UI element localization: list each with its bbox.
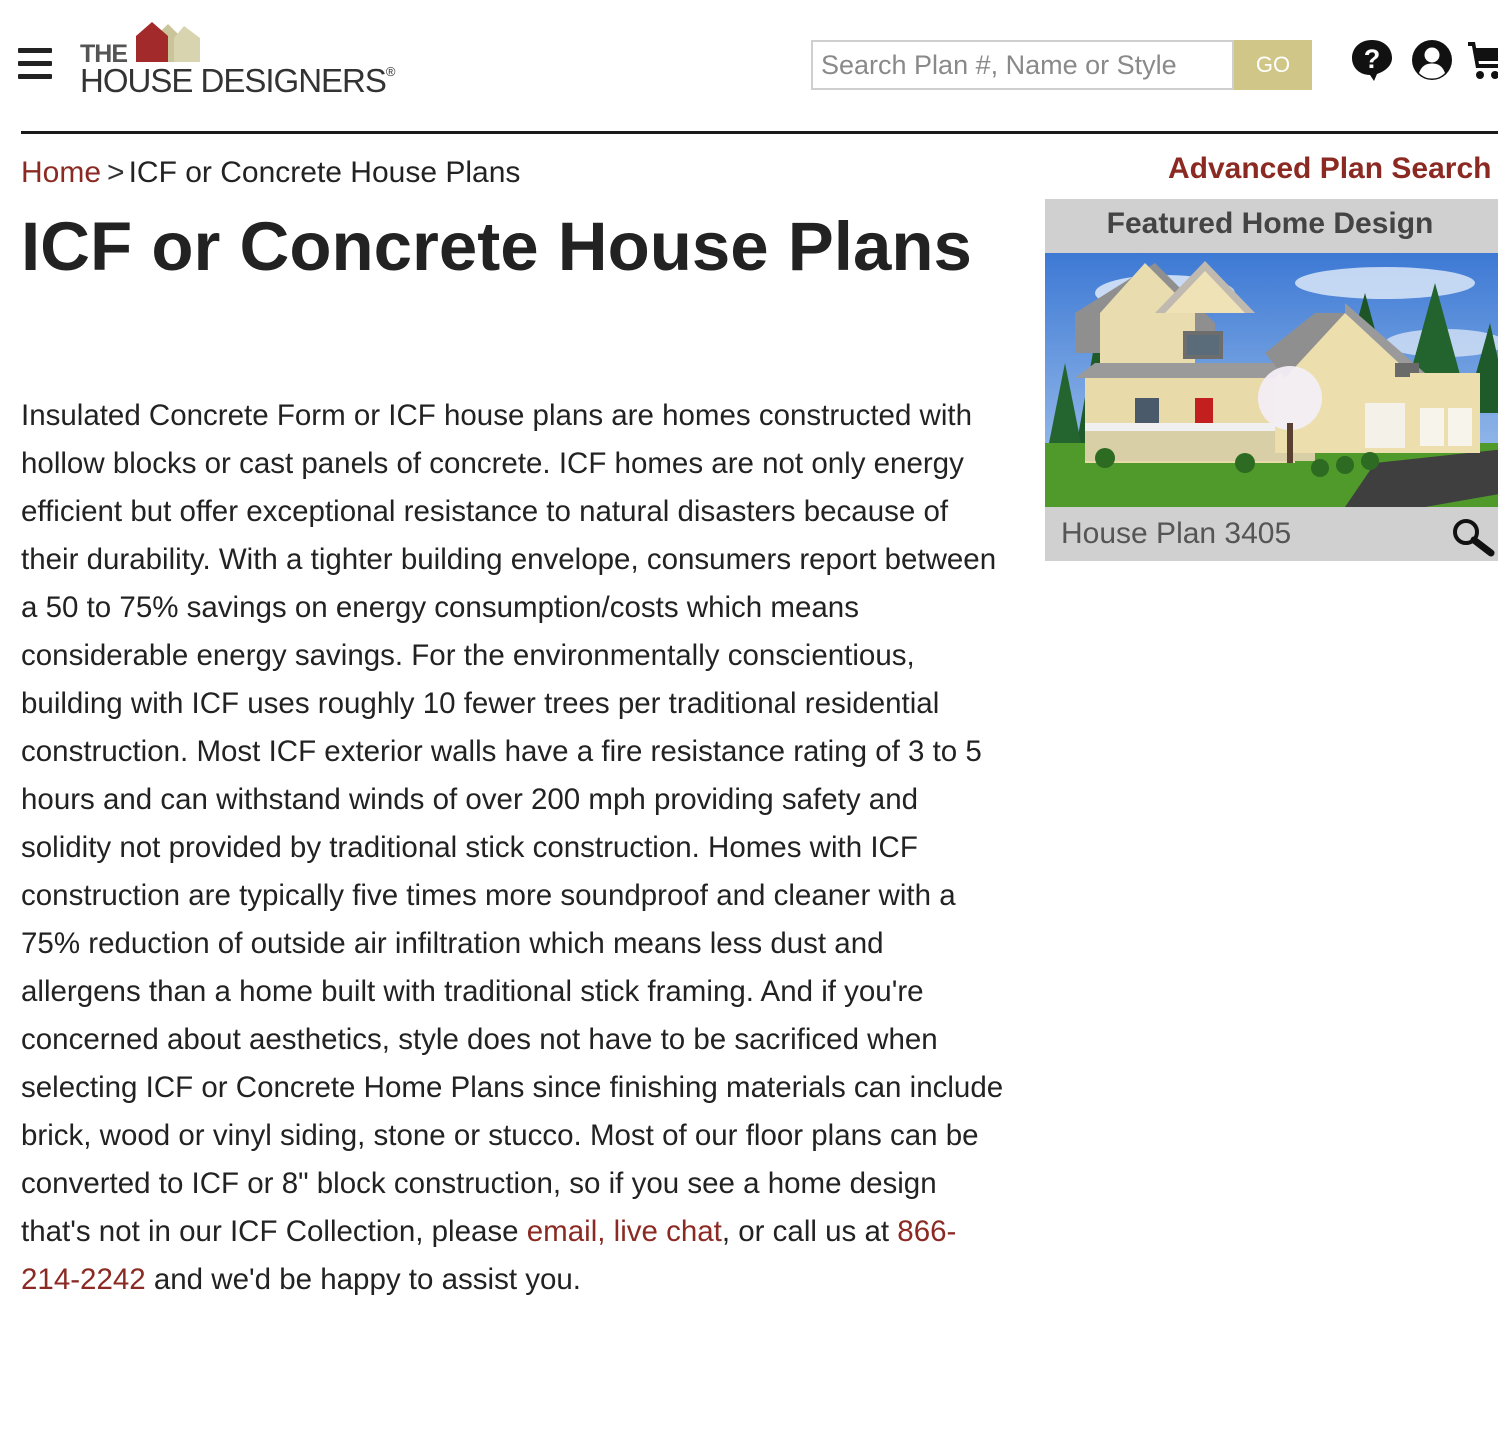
logo-houses-icon: [136, 22, 202, 62]
search-bar: [811, 40, 1312, 90]
intro-text: Insulated Concrete Form or ICF house plans are homes constructed with hollow blocks or cast panels of concrete. ICF homes are not only energy efficient but offer exceptional resistance to natural disasters because of their durability. With a tighter building envelope, consumers report between a 50 to 75% savings on energy consumption/costs which means considerable energy savings. For the environmentally conscientious, building with ICF uses roughly 10 fewer trees per traditional residential construction. Most ICF exterior walls have a fire resistance rating of 3 to 5 hours and can withstand winds of over 200 mph providing safety and solidity not provided by traditional stick construction. Homes with ICF construction are typically five times more soundproof and cleaner with a 75% reduction of outside air infiltration which means less dust and allergens than a home built with traditional stick framing. And if you're concerned about aesthetics, style does not have to be sacrificed when selecting ICF or Concrete Home Plans since finishing materials can include brick, wood or vinyl siding, stone or stucco. Most of our floor plans can be converted to ICF or 8" block construction, so if you see a home design that's not in our ICF Collection, please: [21, 399, 1004, 1248]
phone-link[interactable]: 866-214-2242: [21, 1215, 957, 1296]
help-icon[interactable]: [1350, 38, 1394, 82]
breadcrumb-home-link[interactable]: Home: [21, 156, 102, 189]
search-input[interactable]: [811, 40, 1234, 90]
svg-text:?: ?: [1363, 44, 1381, 74]
advanced-plan-search-link[interactable]: Advanced Plan Search: [1168, 152, 1492, 185]
site-logo[interactable]: [80, 22, 410, 99]
featured-home-design[interactable]: [1045, 199, 1498, 561]
breadcrumb-current: ICF or Concrete House Plans: [128, 156, 521, 189]
user-icon[interactable]: [1410, 38, 1454, 82]
page-title: ICF or Concrete House Plans: [21, 208, 972, 285]
featured-plan-name[interactable]: House Plan 3405: [1061, 517, 1292, 550]
featured-footer: [1045, 507, 1498, 561]
magnifier-icon[interactable]: [1449, 517, 1497, 557]
menu-icon[interactable]: [18, 48, 52, 82]
intro-text-end: and we'd be happy to assist you.: [145, 1263, 581, 1296]
breadcrumb: [21, 156, 520, 190]
cart-icon[interactable]: [1466, 38, 1498, 82]
featured-house-image[interactable]: [1045, 253, 1498, 507]
email-live-chat-link[interactable]: email, live chat: [526, 1215, 722, 1248]
go-button[interactable]: GO: [1234, 40, 1312, 90]
sidebar: [1045, 140, 1498, 580]
featured-heading: Featured Home Design: [1106, 207, 1434, 240]
header-divider: [21, 131, 1498, 134]
logo-the-text: THE: [80, 40, 127, 68]
logo-name-text: HOUSE DESIGNERS®: [80, 62, 395, 99]
site-header: [0, 0, 1498, 134]
breadcrumb-separator: >: [107, 156, 125, 189]
intro-paragraph: [21, 392, 1011, 1304]
intro-text-mid: , or call us at: [721, 1215, 898, 1248]
